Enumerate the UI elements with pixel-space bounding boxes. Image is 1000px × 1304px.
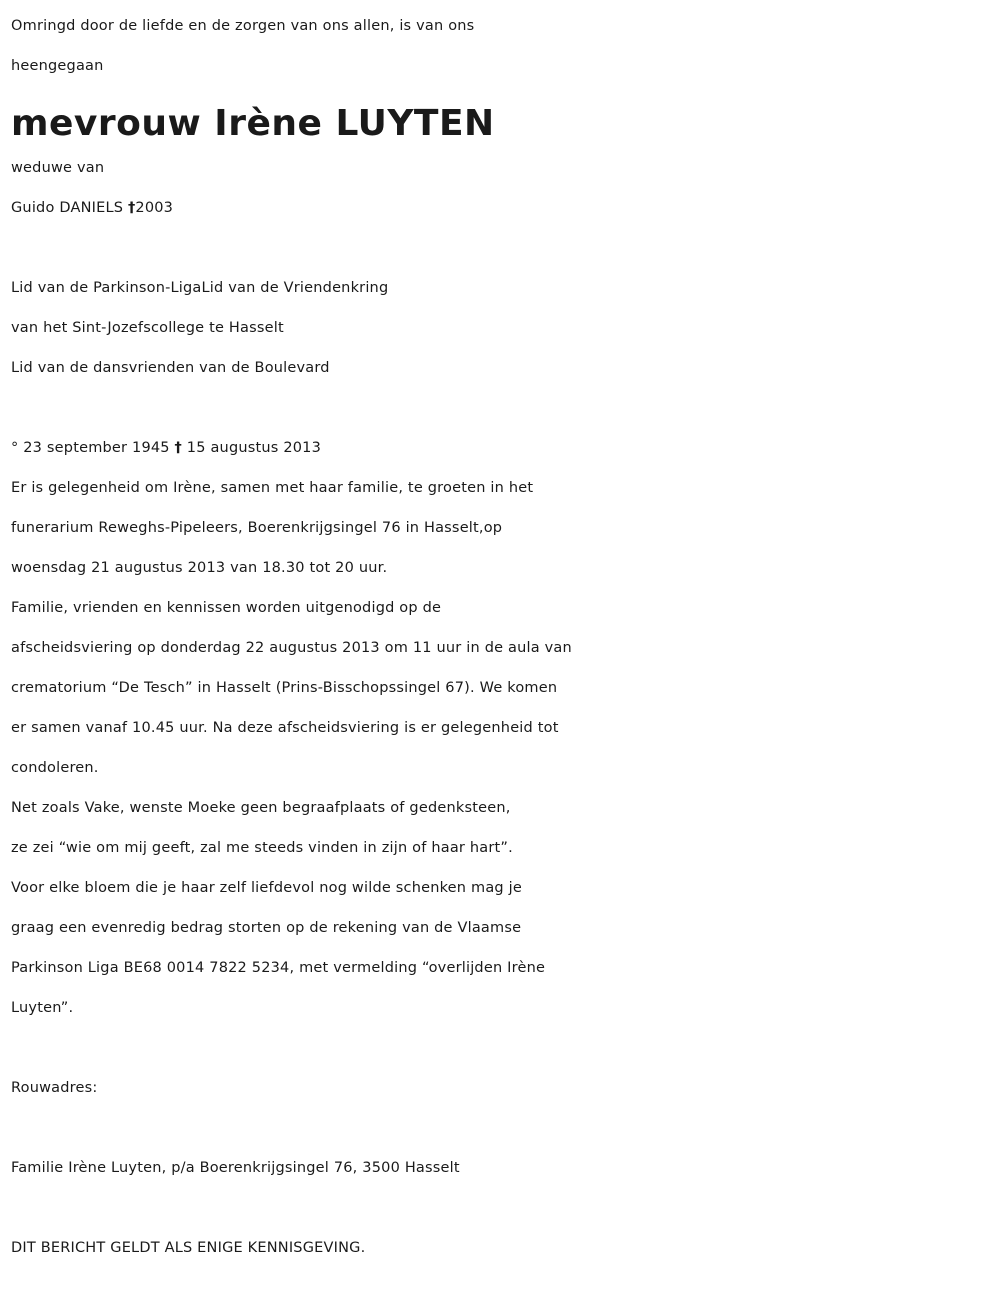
address-value: Familie Irène Luyten, p/a Boerenkrijgsingel 76, 3500 Hasselt [11,1160,460,1176]
cross-icon: † [127,200,136,216]
memberships-block [11,268,996,388]
closing-notice: DIT BERICHT GELDT ALS ENIGE KENNISGEVING. [11,1240,366,1256]
relation-text: weduwe van [11,160,105,176]
spacer [11,388,996,428]
intro-paragraph [11,6,996,86]
spacer [11,1028,996,1068]
membership-line: Lid van de dansvrienden van de Boulevard [11,360,330,376]
membership-line: van het Sint-Jozefscollege te Hasselt [11,320,284,336]
spacer [11,1108,996,1148]
body-line: Er is gelegenheid om Irène, samen met haar familie, te groeten in het [11,480,534,496]
body-line: graag een evenredig bedrag storten op de rekening van de Vlaamse [11,920,522,936]
spouse-line [11,188,996,228]
birth-date: ° 23 september 1945 [11,440,175,456]
membership-line: Lid van de Parkinson-LigaLid van de Vriendenkring [11,280,389,296]
intro-line-1: Omringd door de liefde en de zorgen van ons allen, is van ons [11,18,475,34]
body-line: er samen vanaf 10.45 uur. Na deze afscheidsviering is er gelegenheid tot [11,720,559,736]
spacer [11,1188,996,1228]
body-line: Parkinson Liga BE68 0014 7822 5234, met vermelding “overlijden Irène [11,960,546,976]
address-label: Rouwadres: [11,1080,98,1096]
spouse-name: Guido DANIELS [11,200,128,216]
spouse-year: 2003 [135,200,174,216]
obituary-document [11,6,996,1268]
spacer [11,228,996,268]
deceased-name: mevrouw Irène LUYTEN [11,103,495,144]
body-line: condoleren. [11,760,99,776]
body-line: crematorium “De Tesch” in Hasselt (Prins-Bisschopssingel 67). We komen [11,680,558,696]
body-line: ze zei “wie om mij geeft, zal me steeds vinden in zijn of haar hart”. [11,840,513,856]
ceremony-paragraph [11,468,996,1028]
intro-line-2: heengegaan [11,58,104,74]
death-date: 15 augustus 2013 [182,440,322,456]
spouse-block [11,148,996,228]
body-line: Familie, vrienden en kennissen worden uitgenodigd op de [11,600,442,616]
body-line: Voor elke bloem die je haar zelf liefdevol nog wilde schenken mag je [11,880,522,896]
cross-icon: † [174,440,182,456]
body-line: Luyten”. [11,1000,74,1016]
life-dates [11,428,996,468]
body-line: afscheidsviering op donderdag 22 augustus 2013 om 11 uur in de aula van [11,640,572,656]
body-line: Net zoals Vake, wenste Moeke geen begraafplaats of gedenksteen, [11,800,511,816]
body-line: funerarium Reweghs-Pipeleers, Boerenkrijgsingel 76 in Hasselt,op [11,520,503,536]
body-line: woensdag 21 augustus 2013 van 18.30 tot 20 uur. [11,560,388,576]
